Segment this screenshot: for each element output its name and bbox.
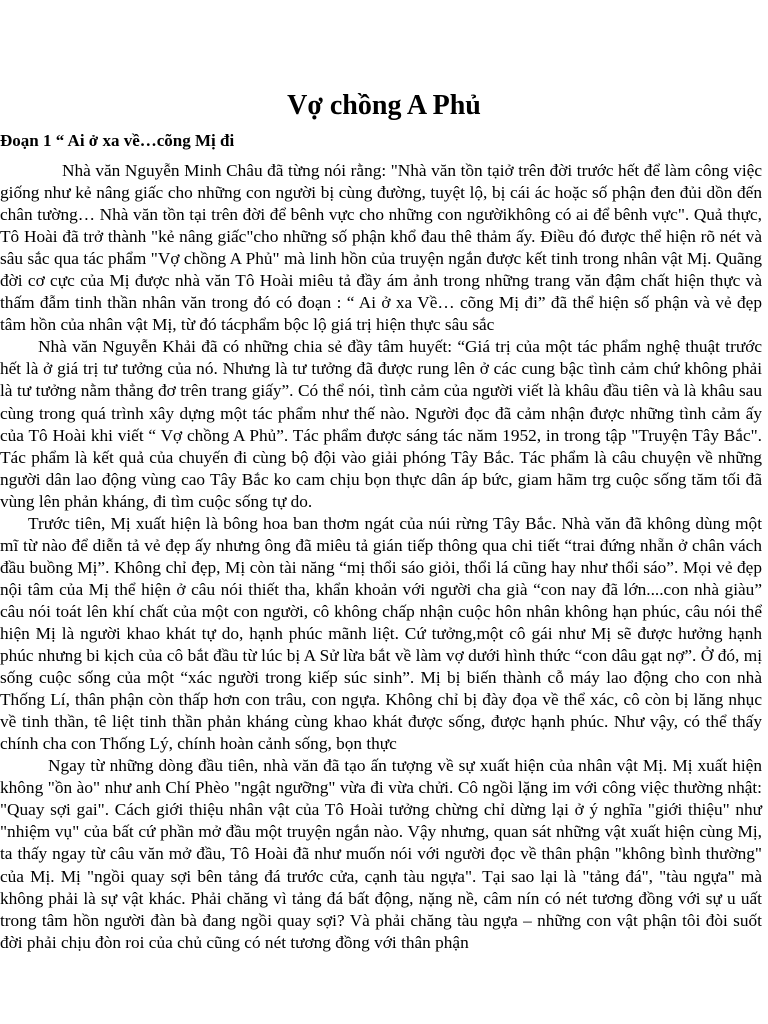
paragraph-2: Nhà văn Nguyễn Khải đã có những chia sẻ đầy tâm huyết: “Giá trị của một tác phẩm nghệ thuật trước hết là ở giá trị tư tưởng của nó. Nhưng là tư tưởng đã được rung lên ở các cung bậc tình cảm chứ không phải là tư tưởng nằm thẳng đơ trên trang giấy”. Có thể nói, tình cảm của người viết là khâu đầu tiên và là khâu sau cùng trong quá trình xây dựng một tác phẩm như thế nào. Người đọc đã cảm nhận được những tình cảm ấy của Tô Hoài khi viết “ Vợ chồng A Phủ”. Tác phẩm được sáng tác năm 1952, in trong tập "Truyện Tây Bắc". Tác phẩm là kết quả của chuyến đi cùng bộ đội vào giải phóng Tây Bắc. Tác phẩm là câu chuyện về những người dân lao động vùng cao Tây Bắc ko cam chịu bọn thực dân áp bức, giam hãm trg cuộc sống tăm tối đã vùng lên phản kháng, đi tìm cuộc sống tự do. [0,337,762,511]
section-heading: Đoạn 1 “ Ai ở xa về…cõng Mị đi [0,131,235,150]
document-title: Vợ chồng A Phủ [287,90,481,121]
paragraph-4: Ngay từ những dòng đầu tiên, nhà văn đã tạo ấn tượng về sự xuất hiện của nhân vật Mị. Mị xuất hiện không "ồn ào" như anh Chí Phèo "ngật ngưỡng" vừa đi vừa chửi. Cô ngồi lặng im với công việc thường nhật: "Quay sợi gai". Cách giới thiệu nhân vật của Tô Hoài tưởng chừng chỉ dừng lại ở ý nghĩa "giới thiệu" như "nhiệm vụ" của bất cứ phần mở đầu một truyện ngắn nào. Vậy nhưng, quan sát những vật xuất hiện cùng Mị, ta thấy ngay từ câu văn mở đầu, Tô Hoài đã như muốn nói với người đọc về thân phận "không bình thường" của Mị. Mị "ngồi quay sợi bên tảng đá trước cửa, cạnh tàu ngựa". Tại sao lại là "tảng đá", "tàu ngựa" mà không phải là sự vật khác. Phải chăng vì tảng đá bất động, nặng nề, câm nín có nét tương đồng với sự u uất trong tâm hồn người đàn bà đang ngồi quay sợi? Và phải chăng tàu ngựa – những con vật phận tôi đòi suốt đời phải chịu đòn roi của chủ cũng có nét tương đồng với thân phận [0,756,762,952]
document-body [0,160,762,954]
paragraph-1: Nhà văn Nguyễn Minh Châu đã từng nói rằng: "Nhà văn tồn tạiở trên đời trước hết để làm công việc giống như kẻ nâng giấc cho những con người bị cùng đường, tuyệt lộ, bị cái ác hoặc số phận đen đủi dồn đến chân tường… Nhà văn tồn tại trên đời để bênh vực cho những con ngườikhông có ai để bênh vực". Quả thực, Tô Hoài đã trở thành "kẻ nâng giấc"cho những số phận khổ đau thê thảm ấy. Điều đó được thể hiện rõ nét và sâu sắc qua tác phẩm "Vợ chồng A Phủ" mà linh hồn của truyện ngắn được kết tinh trong nhân vật Mị. Quãng đời cơ cực của Mị được nhà văn Tô Hoài miêu tả đầy ám ảnh trong những trang văn đậm chất hiện thực và thấm đẫm tinh thần nhân văn trong đó có đoạn : “ Ai ở xa Về… cõng Mị đi” đã thể hiện số phận và vẻ đẹp tâm hồn của nhân vật Mị, từ đó tácphẩm bộc lộ giá trị hiện thực sâu sắc [0,161,762,335]
paragraph-3: Trước tiên, Mị xuất hiện là bông hoa ban thơm ngát của núi rừng Tây Bắc. Nhà văn đã không dùng một mĩ từ nào để diễn tả vẻ đẹp ấy nhưng ông đã miêu tả gián tiếp thông qua chi tiết “trai đứng nhẵn ở chân vách đầu buồng Mị”. Không chỉ đẹp, Mị còn tài năng “mị thổi sáo giỏi, thổi lá cũng hay như thổi sáo”. Mọi vẻ đẹp nội tâm của Mị thể hiện ở câu nói thiết tha, khẩn khoản với người cha già “con nay đã lớn....con nhà giàu” câu nói toát lên khí chất của một con người, cô không chấp nhận cuộc hôn nhân không hạn phúc, câu nói thể hiện Mị là người khao khát tự do, hạnh phúc mãnh liệt. Cứ tưởng,một cô gái như Mị sẽ được hưởng hạnh phúc nhưng bi kịch của cô bắt đầu từ lúc bị A Sử lừa bắt về làm vợ dưới hình thức “con dâu gạt nợ”. Ở đó, mị sống cuộc sống của một “xác người trong kiếp súc sinh”. Mị bị biến thành cỗ máy lao động cho con nhà Thống Lí, thân phận còn thấp hơn con trâu, con ngựa. Không chỉ bị đày đọa về thể xác, cô còn bị lăng nhục về tinh thần, tê liệt tinh thần phản kháng cùng khao khát được sống, được hạnh phúc. Như vậy, có thể thấy chính cha con Thống Lý, chính hoàn cảnh sống, bọn thực [0,513,762,754]
